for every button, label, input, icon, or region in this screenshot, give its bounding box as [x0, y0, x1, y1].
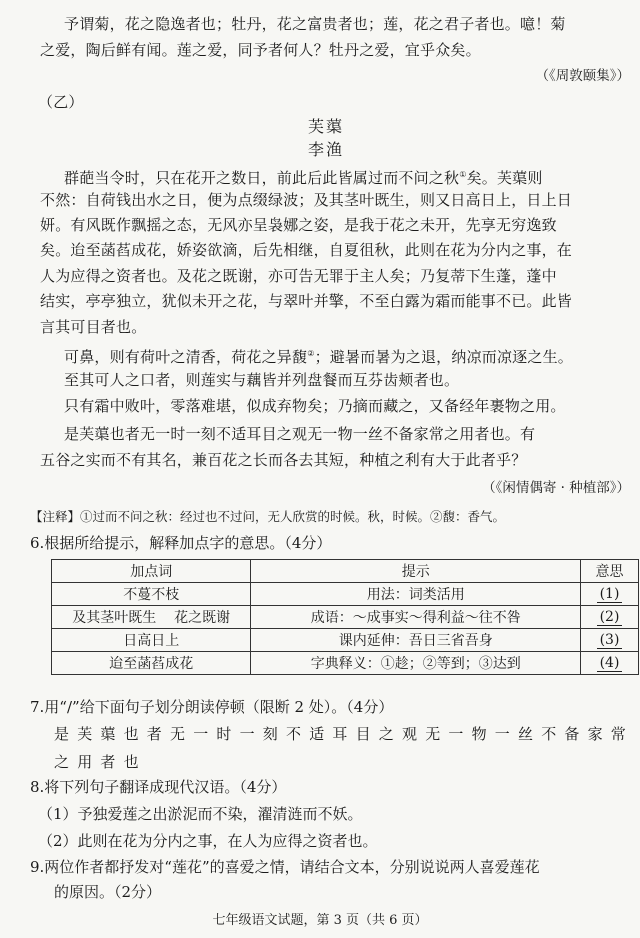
yi-line-1-text: 群葩当令时，只在花开之数日，前此后此皆属过而不问之秋: [64, 169, 460, 187]
yi-line-3: 妍。有风既作飘摇之态，无风亦呈袅娜之姿，是我于花之未开，先享无穷逸致: [40, 216, 557, 234]
q6-hint: 成语：～成事实～得利益～往不咎: [251, 606, 581, 629]
page-footer: 七年级语文试题，第 3 页（共 6 页）: [212, 913, 428, 928]
yi-line-10: 只有霜中败叶，零落难堪，似成弃物矣；乃摘而藏之，又备经年裹物之用。: [64, 397, 566, 415]
q6-hint: 用法：词类活用: [251, 583, 581, 606]
yi-line-4: 矣。迨至菡萏成花，娇姿欲滴，后先相继，自夏徂秋，此则在花为分内之事，在: [40, 241, 573, 259]
q6-word: 及其茎叶既生 花之既谢: [52, 606, 251, 629]
q6-answer-cell[interactable]: [581, 606, 639, 629]
yi-line-12: 五谷之实而不有其名，兼百花之长而各去其短，种植之利有大于此者乎？: [40, 451, 527, 469]
q9-line-1: 9.两位作者都抒发对“莲花”的喜爱之情，请结合文本，分别说说两人喜爱莲花: [30, 858, 540, 876]
yi-line-5: 人为应得之资者也。及花之既谢，亦可告无罪于主人矣；乃复蒂下生蓬，蓬中: [40, 267, 557, 285]
yi-author: 李渔: [308, 140, 345, 159]
jia-source: （《周敦颐集》）: [535, 68, 630, 84]
yi-label: （乙）: [38, 93, 84, 111]
yi-line-1: [64, 165, 543, 188]
jia-line-1: 予谓菊，花之隐逸者也；牡丹，花之富贵者也；莲，花之君子者也。噫！菊: [64, 15, 566, 33]
q8-item-1: （1）予独爱莲之出淤泥而不染，濯清涟而不妖。: [38, 805, 363, 823]
q7-sentence-line-1[interactable]: 是芙蕖也者无一时一刻不适耳目之观无一物一丝不备家常: [54, 725, 635, 743]
q8-item-2: （2）此则在花为分内之事，在人为应得之资者也。: [38, 832, 378, 850]
footnote-mark-1: ①: [459, 170, 467, 179]
q8-prompt: 8.将下列句子翻译成现代汉语。（4分）: [30, 778, 287, 796]
q6-answer-blank[interactable]: (4): [597, 655, 623, 672]
table-row: [52, 606, 639, 629]
yi-line-7: 言其可目者也。: [40, 318, 147, 336]
q6-word: 日高日上: [52, 629, 251, 652]
annotation: 【注释】①过而不问之秋：经过也不过问，无人欣赏的时候。秋，时候。②馥：香气。: [30, 509, 506, 524]
yi-line-2: 不然：自荷钱出水之日，便为点缀绿波；及其茎叶既生，则又日高日上，日上日: [40, 191, 573, 209]
yi-line-1-tail: 矣。芙蕖则: [466, 169, 543, 187]
table-row: [52, 583, 639, 606]
q6-hint: 课内延伸：吾日三省吾身: [251, 629, 581, 652]
table-row: [52, 629, 639, 652]
q7-sentence-line-2[interactable]: 之用者也: [54, 753, 147, 771]
yi-source: （《闲情偶寄 · 种植部》）: [482, 480, 630, 496]
q6-word: 迨至菡萏成花: [52, 652, 251, 675]
table-row: [52, 652, 639, 675]
q6-answer-cell[interactable]: [581, 652, 639, 675]
q6-header-meaning: 意思: [581, 560, 639, 583]
q6-word: 不蔓不枝: [52, 583, 251, 606]
q9-line-2: 的原因。（2分）: [54, 883, 162, 901]
q6-answer-blank[interactable]: (3): [597, 632, 623, 649]
q6-answer-cell[interactable]: [581, 583, 639, 606]
yi-line-11: 是芙蕖也者无一时一刻不适耳目之观无一物一丝不备家常之用者也。有: [64, 425, 536, 443]
jia-line-2: 之爱，陶后鲜有闻。莲之爱，同予者何人？牡丹之爱，宜乎众矣。: [40, 41, 481, 59]
yi-line-6: 结实，亭亭独立，犹似未开之花，与翠叶并擎，不至白露为霜而能事不已。此皆: [40, 292, 573, 310]
yi-line-8-text: 可鼻，则有荷叶之清香，荷花之异馥: [64, 348, 308, 366]
q6-header-word: 加点词: [52, 560, 251, 583]
q6-header-row: [52, 560, 639, 583]
q6-table: [51, 559, 639, 675]
yi-line-9: 至其可人之口者，则莲实与藕皆并列盘餐而互芬齿颊者也。: [64, 371, 460, 389]
q6-prompt: 6.根据所给提示，解释加点字的意思。（4分）: [30, 534, 332, 552]
q6-answer-blank[interactable]: (2): [597, 609, 623, 626]
q6-header-hint: 提示: [251, 560, 581, 583]
q6-answer-blank[interactable]: (1): [597, 586, 623, 603]
yi-line-8: [64, 344, 573, 367]
q6-answer-cell[interactable]: [581, 629, 639, 652]
q6-hint: 字典释义：①趁；②等到；③达到: [251, 652, 581, 675]
footnote-mark-2: ②: [307, 349, 315, 358]
q7-prompt: 7.用“/”给下面句子划分朗读停顿（限断 2 处）。（4分）: [30, 698, 394, 716]
yi-line-8-tail: ；避暑而暑为之退，纳凉而凉逐之生。: [314, 348, 573, 366]
yi-title: 芙蕖: [308, 117, 345, 136]
